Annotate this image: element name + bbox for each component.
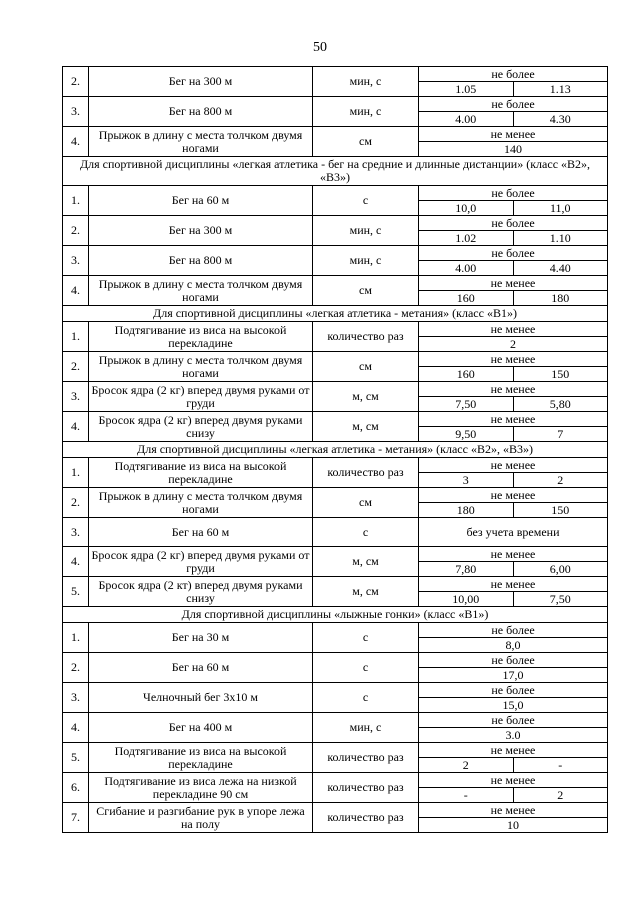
unit: количество раз — [313, 458, 419, 488]
table-row — [63, 547, 608, 577]
unit: см — [313, 352, 419, 382]
standard-box — [419, 488, 607, 517]
section-header-row — [63, 442, 608, 458]
unit: м, см — [313, 382, 419, 412]
row-number: 7. — [63, 803, 89, 833]
standard-cell — [419, 743, 608, 773]
unit: м, см — [313, 547, 419, 577]
standard-values — [419, 201, 607, 215]
row-number: 3. — [63, 382, 89, 412]
standard-value: 1.13 — [513, 82, 608, 96]
unit: с — [313, 683, 419, 713]
table-row — [63, 713, 608, 743]
standard-box — [419, 743, 607, 772]
standard-label: не менее — [419, 547, 607, 562]
standard-values — [419, 758, 607, 772]
standard-value: 6,00 — [513, 562, 608, 576]
row-number: 4. — [63, 713, 89, 743]
standard-value: 4.00 — [455, 261, 477, 275]
standard-value: 10,00 — [452, 592, 480, 606]
standard-label: не менее — [419, 743, 607, 758]
section-title: Для спортивной дисциплины «легкая атлетика - метания» (класс «В2», «В3») — [63, 442, 608, 458]
table-row — [63, 186, 608, 216]
test-name: Бросок ядра (2 кг) вперед двумя руками от груди — [89, 547, 313, 577]
standard-box — [419, 246, 607, 275]
standard-label: не менее — [419, 803, 607, 818]
standard-box — [419, 623, 607, 652]
standard-label: не более — [419, 97, 607, 112]
test-name: Прыжок в длину с места толчком двумя ногами — [89, 352, 313, 382]
row-number: 5. — [63, 743, 89, 773]
standard-label: не менее — [419, 352, 607, 367]
section-title: Для спортивной дисциплины «легкая атлетика - метания» (класс «В1») — [63, 306, 608, 322]
standard-value: 3 — [462, 473, 469, 487]
standard-value: 150 — [513, 367, 608, 381]
standard-plain: без учета времени — [466, 524, 560, 539]
unit: мин, с — [313, 97, 419, 127]
standard-cell — [419, 186, 608, 216]
row-number: 2. — [63, 216, 89, 246]
table-row — [63, 246, 608, 276]
standard-values — [419, 473, 607, 487]
standard-box — [419, 547, 607, 576]
standard-label: не более — [419, 683, 607, 698]
standard-value: 1.10 — [513, 231, 608, 245]
test-name: Бег на 60 м — [89, 518, 313, 547]
unit: см — [313, 127, 419, 157]
standard-value: 160 — [456, 291, 475, 305]
standard-cell — [419, 67, 608, 97]
unit: количество раз — [313, 773, 419, 803]
standard-values — [419, 788, 607, 802]
standard-box — [419, 458, 607, 487]
test-name: Подтягивание из виса лежа на низкой перекладине 90 см — [89, 773, 313, 803]
standard-cell — [419, 127, 608, 157]
standard-cell — [419, 352, 608, 382]
standard-box — [419, 773, 607, 802]
standard-box — [419, 713, 607, 742]
table-row — [63, 97, 608, 127]
standard-box — [419, 186, 607, 215]
test-name: Бросок ядра (2 кг) вперед двумя руками снизу — [89, 412, 313, 442]
test-name: Прыжок в длину с места толчком двумя ногами — [89, 127, 313, 157]
standard-label: не менее — [419, 322, 607, 337]
table-row — [63, 773, 608, 803]
standard-box — [419, 127, 607, 156]
standard-cell — [419, 276, 608, 306]
standard-value: 10 — [507, 818, 519, 832]
standard-label: не более — [419, 623, 607, 638]
test-name: Прыжок в длину с места толчком двумя ногами — [89, 488, 313, 518]
row-number: 1. — [63, 186, 89, 216]
standard-values — [419, 728, 607, 742]
unit: мин, с — [313, 67, 419, 97]
table-row — [63, 488, 608, 518]
row-number: 2. — [63, 67, 89, 97]
standard-cell — [419, 803, 608, 833]
standard-values — [419, 427, 607, 441]
standard-values — [419, 668, 607, 682]
standard-cell — [419, 458, 608, 488]
section-header-row — [63, 306, 608, 322]
row-number: 3. — [63, 246, 89, 276]
standard-label: не менее — [419, 458, 607, 473]
standard-cell — [419, 97, 608, 127]
standard-value: 3.0 — [505, 728, 521, 742]
test-name: Бег на 800 м — [89, 246, 313, 276]
standard-value: - — [463, 788, 468, 802]
section-header-row — [63, 607, 608, 623]
test-name: Бег на 400 м — [89, 713, 313, 743]
standard-values — [419, 592, 607, 606]
unit: с — [313, 186, 419, 216]
row-number: 6. — [63, 773, 89, 803]
standard-value: 7,50 — [513, 592, 608, 606]
table-row — [63, 216, 608, 246]
standard-values — [419, 142, 607, 156]
test-name: Бег на 60 м — [89, 186, 313, 216]
unit: с — [313, 653, 419, 683]
standard-value: - — [513, 758, 608, 772]
standard-value: 10,0 — [455, 201, 477, 215]
standard-label: не менее — [419, 773, 607, 788]
standard-values — [419, 337, 607, 351]
standard-values — [419, 231, 607, 245]
standard-box — [419, 276, 607, 305]
standard-value: 2 — [513, 473, 608, 487]
row-number: 3. — [63, 518, 89, 547]
standard-box — [419, 97, 607, 126]
row-number: 4. — [63, 276, 89, 306]
row-number: 1. — [63, 322, 89, 352]
standard-box — [419, 412, 607, 441]
unit: количество раз — [313, 803, 419, 833]
table-row — [63, 382, 608, 412]
standard-value: 4.40 — [513, 261, 608, 275]
standard-value: 180 — [513, 291, 608, 305]
standard-value: 150 — [513, 503, 608, 517]
unit: количество раз — [313, 322, 419, 352]
section-title: Для спортивной дисциплины «лыжные гонки» (класс «В1») — [63, 607, 608, 623]
unit: количество раз — [313, 743, 419, 773]
standard-label: не более — [419, 713, 607, 728]
standard-cell — [419, 216, 608, 246]
standard-box — [419, 683, 607, 712]
test-name: Подтягивание из виса на высокой перекладине — [89, 458, 313, 488]
standard-value: 1.05 — [455, 82, 477, 96]
standard-box — [419, 382, 607, 411]
row-number: 4. — [63, 127, 89, 157]
standard-label: не более — [419, 186, 607, 201]
standard-values — [419, 638, 607, 652]
row-number: 1. — [63, 458, 89, 488]
table-row — [63, 276, 608, 306]
standard-cell — [419, 653, 608, 683]
standard-value: 9,50 — [455, 427, 477, 441]
test-name: Бросок ядра (2 кт) вперед двумя руками снизу — [89, 577, 313, 607]
unit: мин, с — [313, 216, 419, 246]
standard-box — [419, 216, 607, 245]
unit: с — [313, 623, 419, 653]
row-number: 2. — [63, 653, 89, 683]
row-number: 3. — [63, 97, 89, 127]
table-row — [63, 352, 608, 382]
row-number: 4. — [63, 547, 89, 577]
test-name: Сгибание и разгибание рук в упоре лежа на полу — [89, 803, 313, 833]
standard-label: не более — [419, 653, 607, 668]
standard-values — [419, 82, 607, 96]
standard-label: не менее — [419, 488, 607, 503]
standard-cell — [419, 382, 608, 412]
unit: с — [313, 518, 419, 547]
table-row — [63, 458, 608, 488]
standard-cell — [419, 488, 608, 518]
table-row — [63, 653, 608, 683]
row-number: 4. — [63, 412, 89, 442]
row-number: 2. — [63, 488, 89, 518]
standard-value: 7,80 — [455, 562, 477, 576]
test-name: Бег на 300 м — [89, 67, 313, 97]
standard-cell — [419, 547, 608, 577]
standard-value: 7,50 — [455, 397, 477, 411]
standards-table — [62, 66, 608, 833]
standard-label: не менее — [419, 276, 607, 291]
standard-cell — [419, 246, 608, 276]
standard-value: 15,0 — [502, 698, 524, 712]
test-name: Бег на 800 м — [89, 97, 313, 127]
page-number: 50 — [313, 40, 327, 55]
test-name: Бросок ядра (2 кг) вперед двумя руками от груди — [89, 382, 313, 412]
unit: см — [313, 276, 419, 306]
test-name: Бег на 300 м — [89, 216, 313, 246]
standard-value: 180 — [456, 503, 475, 517]
standard-values — [419, 261, 607, 275]
unit: м, см — [313, 412, 419, 442]
table-row — [63, 412, 608, 442]
section-header-row — [63, 157, 608, 186]
test-name: Подтягивание из виса на высокой перекладине — [89, 322, 313, 352]
standard-values — [419, 397, 607, 411]
table-row — [63, 518, 608, 547]
standard-box — [419, 67, 607, 96]
standard-value: 5,80 — [513, 397, 608, 411]
standard-cell — [419, 683, 608, 713]
table-row — [63, 803, 608, 833]
standard-value: 8,0 — [505, 638, 521, 652]
standard-value: 17,0 — [502, 668, 524, 682]
table-row — [63, 577, 608, 607]
standard-values — [419, 698, 607, 712]
standard-cell — [419, 713, 608, 743]
unit: мин, с — [313, 713, 419, 743]
test-name: Прыжок в длину с места толчком двумя ногами — [89, 276, 313, 306]
standard-label: не менее — [419, 412, 607, 427]
standard-label: не менее — [419, 577, 607, 592]
standard-box — [419, 352, 607, 381]
table-row — [63, 683, 608, 713]
standard-cell — [419, 412, 608, 442]
standard-values — [419, 291, 607, 305]
standard-values — [419, 503, 607, 517]
standard-label: не менее — [419, 382, 607, 397]
test-name: Подтягивание из виса на высокой перекладине — [89, 743, 313, 773]
standard-value: 4.00 — [455, 112, 477, 126]
standard-label: не более — [419, 246, 607, 261]
standard-label: не более — [419, 67, 607, 82]
standard-value: 11,0 — [513, 201, 608, 215]
standard-cell — [419, 577, 608, 607]
table-row — [63, 623, 608, 653]
standard-value: 1.02 — [455, 231, 477, 245]
row-number: 1. — [63, 623, 89, 653]
standards-table-body — [63, 67, 608, 833]
standard-value: 2 — [513, 788, 608, 802]
standard-value: 7 — [513, 427, 608, 441]
standard-value: 140 — [504, 142, 522, 156]
table-row — [63, 743, 608, 773]
standard-value: 4.30 — [513, 112, 608, 126]
standard-cell — [419, 623, 608, 653]
unit: см — [313, 488, 419, 518]
table-row — [63, 322, 608, 352]
unit: м, см — [313, 577, 419, 607]
standard-cell — [419, 773, 608, 803]
standard-cell — [419, 322, 608, 352]
test-name: Бег на 30 м — [89, 623, 313, 653]
standard-box — [419, 322, 607, 351]
standard-cell — [419, 518, 608, 547]
standard-label: не менее — [419, 127, 607, 142]
table-row — [63, 67, 608, 97]
test-name: Бег на 60 м — [89, 653, 313, 683]
row-number: 3. — [63, 683, 89, 713]
standard-box — [419, 653, 607, 682]
test-name: Челночный бег 3х10 м — [89, 683, 313, 713]
standard-box — [419, 803, 607, 832]
standard-value: 2 — [462, 758, 469, 772]
table-row — [63, 127, 608, 157]
standard-values — [419, 562, 607, 576]
unit: мин, с — [313, 246, 419, 276]
standard-value: 2 — [510, 337, 516, 351]
standard-values — [419, 367, 607, 381]
standard-value: 160 — [456, 367, 475, 381]
standard-label: не более — [419, 216, 607, 231]
row-number: 5. — [63, 577, 89, 607]
standard-values — [419, 818, 607, 832]
standard-box — [419, 577, 607, 606]
standard-values — [419, 112, 607, 126]
section-title: Для спортивной дисциплины «легкая атлетика - бег на средние и длинные дистанции» (класс «В2», «В3») — [63, 157, 608, 186]
row-number: 2. — [63, 352, 89, 382]
